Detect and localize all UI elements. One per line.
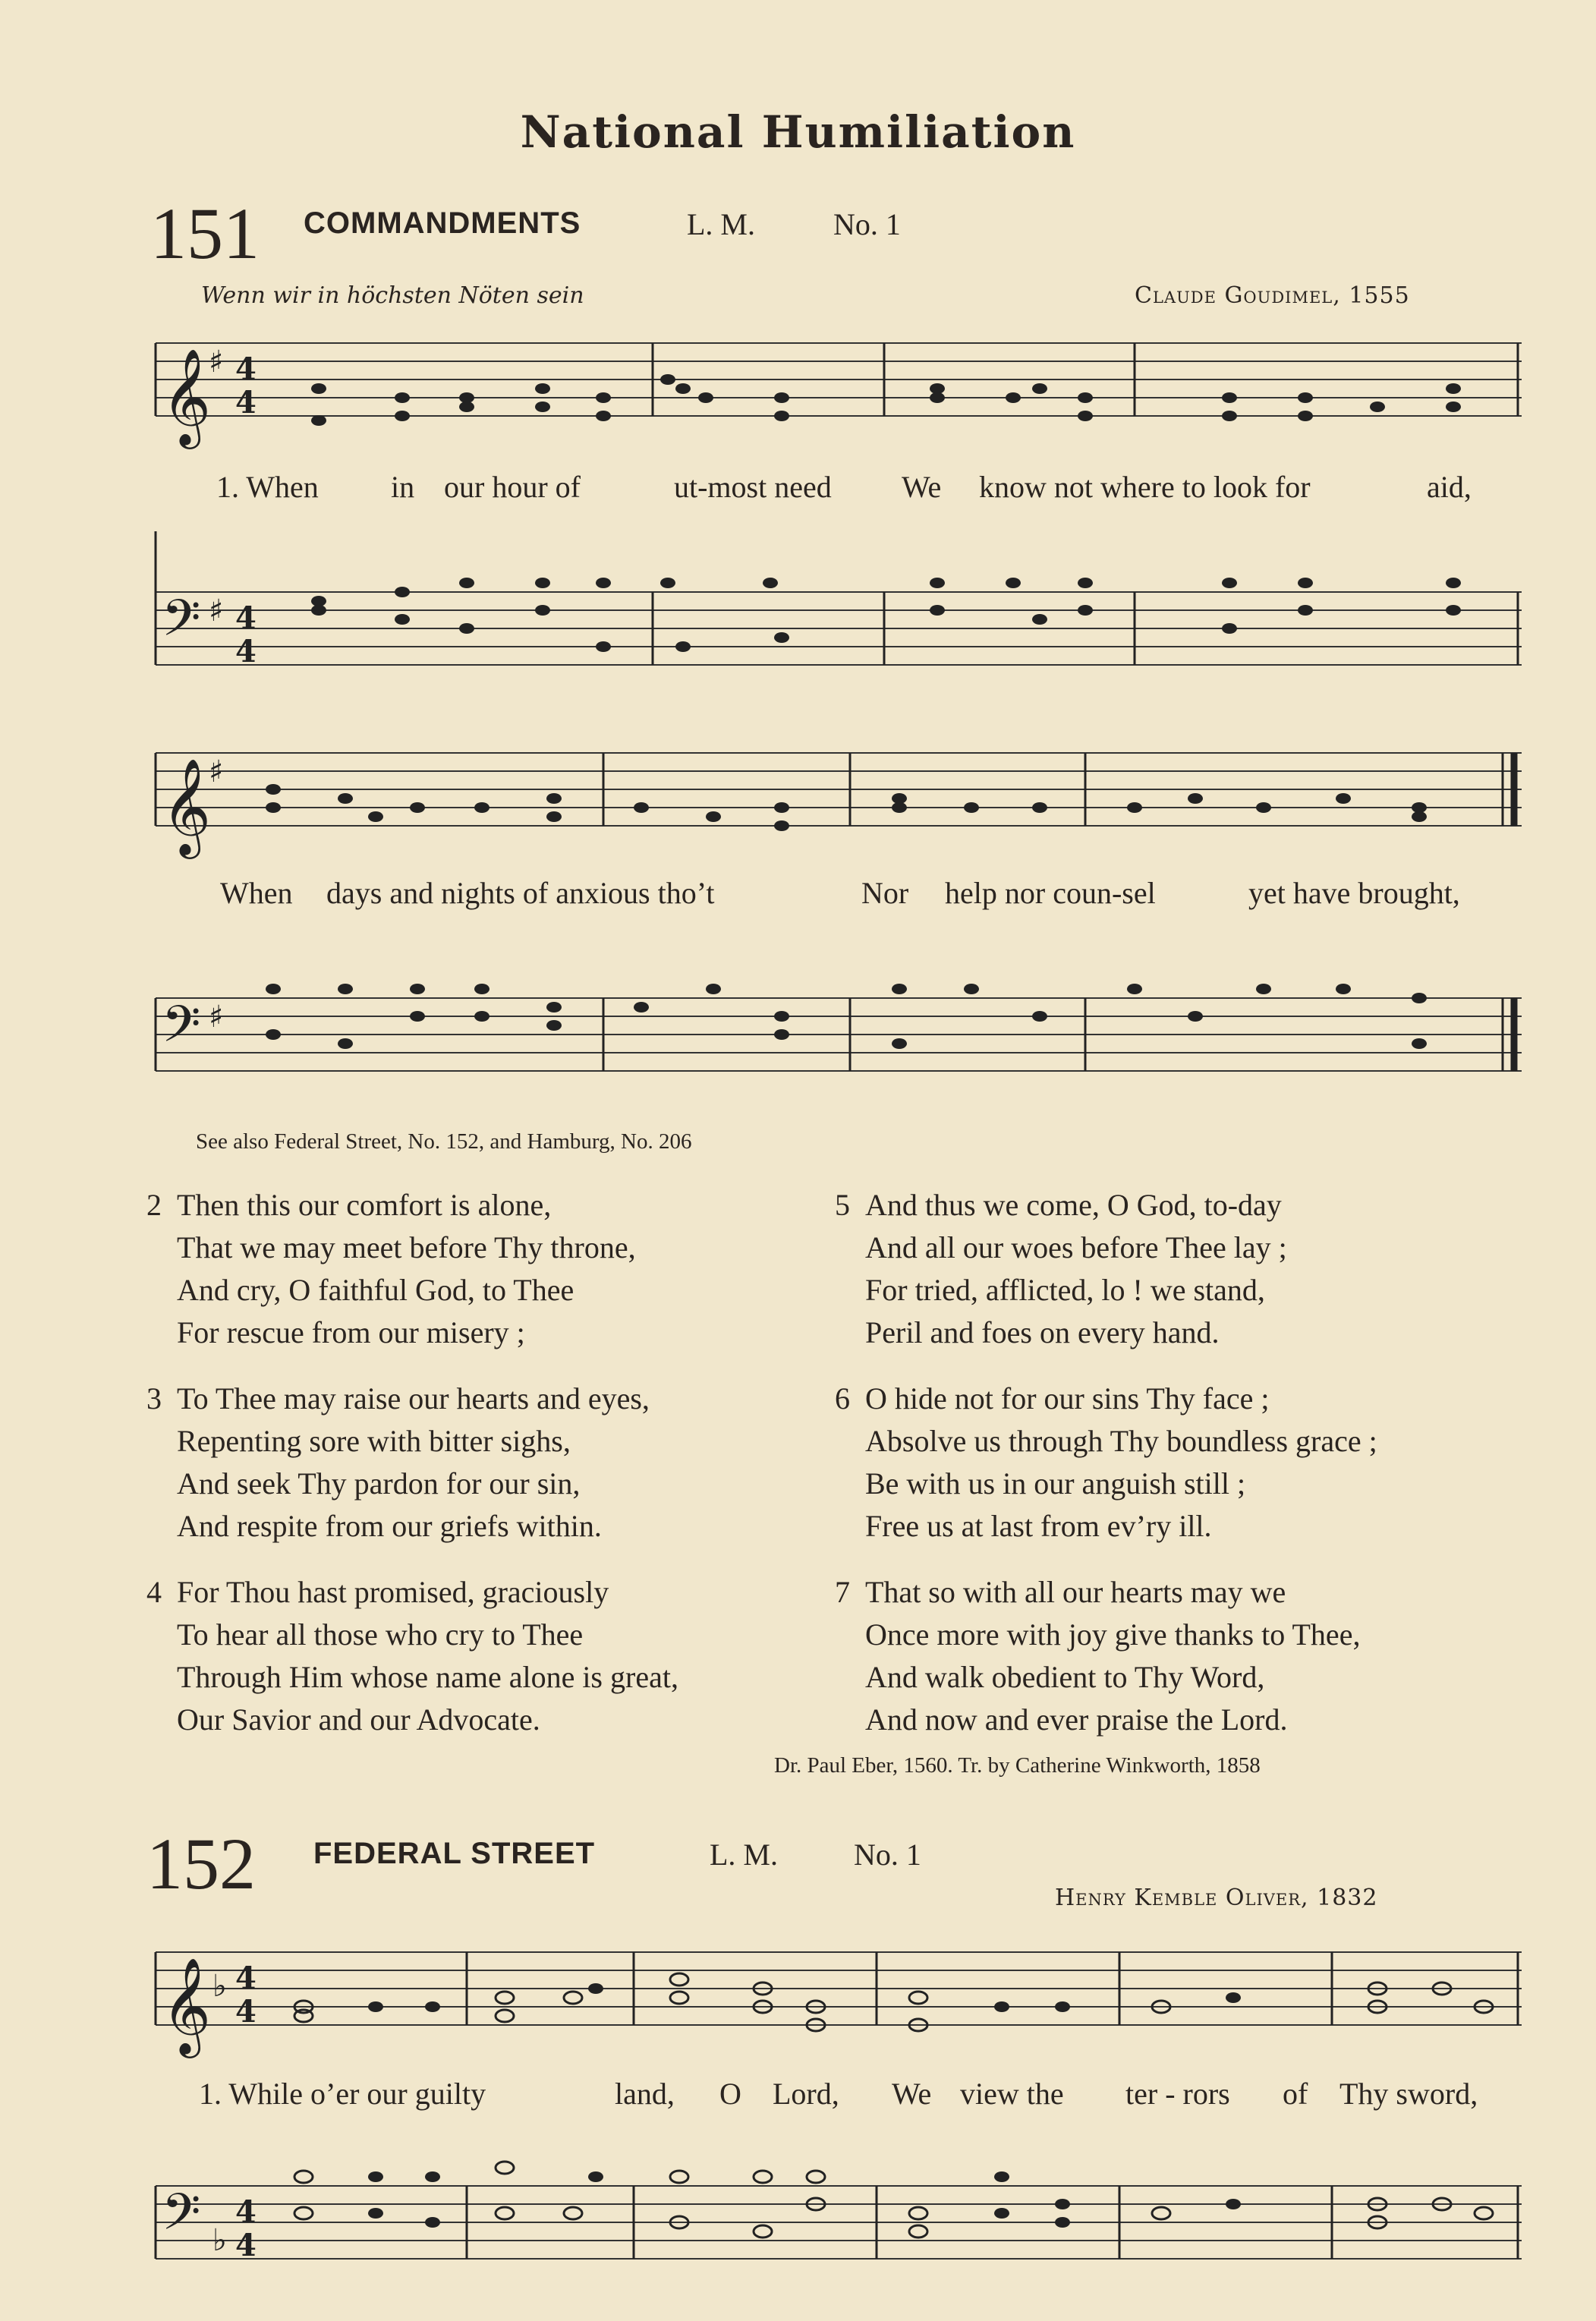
verse-number: 5 xyxy=(835,1188,850,1222)
verse-line: And cry, O faithful God, to Thee xyxy=(177,1273,574,1307)
verse-3 xyxy=(146,1378,650,1548)
svg-text:4: 4 xyxy=(235,351,257,387)
hymn-number: 152 xyxy=(146,1823,256,1904)
treble-staff-3 xyxy=(148,1928,1525,2080)
svg-text:4: 4 xyxy=(235,1994,257,2030)
lyric-word: in xyxy=(391,470,415,504)
composer: Claude Goudimel, 1555 xyxy=(1135,282,1410,309)
lyric-word: 1. When xyxy=(216,470,319,504)
verse-7 xyxy=(835,1571,1361,1741)
verse-line: Peril and foes on every hand. xyxy=(865,1315,1220,1349)
lyric-word: O xyxy=(719,2077,741,2111)
verse-line: Be with us in our anguish still ; xyxy=(865,1466,1246,1501)
verse-line: Then this our comfort is alone, xyxy=(177,1188,552,1222)
verse-4 xyxy=(146,1571,678,1741)
verse-line: Absolve us through Thy boundless grace ; xyxy=(865,1424,1377,1458)
verse-line: Repenting sore with bitter sighs, xyxy=(177,1424,571,1458)
sharp-icon: ♯ xyxy=(209,344,224,379)
lyric-word: view the xyxy=(960,2077,1064,2111)
treble-staff-2 xyxy=(148,729,1525,880)
treble-clef-icon: 𝄞 xyxy=(162,348,212,445)
svg-text:4: 4 xyxy=(235,634,257,669)
bass-clef-icon: 𝄢 xyxy=(162,589,201,660)
lyric-word: help nor coun-sel xyxy=(945,876,1156,910)
tune-name: COMMANDMENTS xyxy=(304,206,581,240)
lyric-word: our hour of xyxy=(444,470,581,504)
verse-line: O hide not for our sins Thy face ; xyxy=(865,1381,1270,1416)
lyric-word: aid, xyxy=(1427,470,1472,504)
lyric-word: Nor xyxy=(861,876,909,910)
verse-5 xyxy=(835,1184,1287,1354)
lyric-word: ter - rors xyxy=(1125,2077,1230,2111)
hymn-number: 151 xyxy=(150,193,260,274)
verse-number: 2 xyxy=(146,1188,162,1222)
svg-text:4: 4 xyxy=(235,600,257,636)
verse-line: And thus we come, O God, to-day xyxy=(865,1188,1282,1222)
notes xyxy=(311,578,1461,652)
bass-staff-3 xyxy=(148,2125,1525,2307)
treble-clef-icon: 𝄞 xyxy=(162,757,212,855)
lyric-word: yet have brought, xyxy=(1248,876,1460,910)
section-title: National Humiliation xyxy=(520,106,1076,158)
verse-line: For Thou hast promised, graciously xyxy=(177,1575,609,1609)
meter-number: No. 1 xyxy=(854,1838,921,1872)
sharp-icon: ♯ xyxy=(209,754,224,789)
meter: L. M. xyxy=(687,207,755,241)
lyric-word: We xyxy=(892,2077,932,2111)
verse-line: Our Savior and our Advocate. xyxy=(177,1702,540,1737)
treble-staff-1 xyxy=(148,319,1525,471)
meter-number: No. 1 xyxy=(833,207,901,241)
tune-subtitle: Wenn wir in höchsten Nöten sein xyxy=(201,282,584,309)
staff-lines xyxy=(156,343,1522,416)
verse-line: For tried, afflicted, lo ! we stand, xyxy=(865,1273,1265,1307)
verse-line: That so with all our hearts may we xyxy=(865,1575,1286,1609)
flat-icon: ♭ xyxy=(212,1968,227,2004)
author-credit: Dr. Paul Eber, 1560. Tr. by Catherine Winkworth, 1858 xyxy=(774,1753,1261,1778)
lyric-word: When xyxy=(220,876,293,910)
verse-number: 4 xyxy=(146,1575,162,1609)
bass-clef-icon: 𝄢 xyxy=(162,995,201,1066)
verse-line: Once more with joy give thanks to Thee, xyxy=(865,1617,1361,1652)
verse-line: Through Him whose name alone is great, xyxy=(177,1660,678,1694)
lyric-word: Lord, xyxy=(773,2077,839,2111)
tune-name: FEDERAL STREET xyxy=(313,1837,596,1870)
svg-text:4: 4 xyxy=(235,2194,257,2230)
svg-text:4: 4 xyxy=(235,1960,257,1996)
sharp-icon: ♯ xyxy=(209,593,224,628)
bass-staff-1 xyxy=(148,531,1525,698)
bass-clef-icon: 𝄢 xyxy=(162,2183,201,2253)
verse-line: And walk obedient to Thy Word, xyxy=(865,1660,1265,1694)
verse-number: 7 xyxy=(835,1575,850,1609)
verse-number: 3 xyxy=(146,1381,162,1416)
verse-line: And all our woes before Thee lay ; xyxy=(865,1230,1287,1264)
verse-line: And seek Thy pardon for our sin, xyxy=(177,1466,581,1501)
lyric-word: 1. While o’er our guilty xyxy=(199,2077,486,2111)
treble-clef-icon: 𝄞 xyxy=(162,1957,212,2054)
meter: L. M. xyxy=(710,1838,778,1872)
lyric-word: know not where to look for xyxy=(979,470,1311,504)
verse-number: 6 xyxy=(835,1381,850,1416)
verse-line: That we may meet before Thy throne, xyxy=(177,1230,636,1264)
notes xyxy=(294,2162,1493,2238)
notes xyxy=(311,374,1461,426)
bass-staff-2 xyxy=(148,937,1525,1104)
verse-line: For rescue from our misery ; xyxy=(177,1315,525,1349)
lyric-word: Thy sword, xyxy=(1339,2077,1478,2111)
composer: Henry Kemble Oliver, 1832 xyxy=(1055,1885,1378,1911)
lyric-word: land, xyxy=(615,2077,675,2111)
lyric-word: days and nights of anxious tho’t xyxy=(326,876,715,910)
verse-line: Free us at last from ev’ry ill. xyxy=(865,1509,1212,1543)
lyric-word: of xyxy=(1283,2077,1308,2111)
lyric-word: ut-most need xyxy=(674,470,832,504)
verse-line: And now and ever praise the Lord. xyxy=(865,1702,1288,1737)
lyric-word: We xyxy=(902,470,942,504)
see-also-note: See also Federal Street, No. 152, and Hamburg, No. 206 xyxy=(196,1129,692,1154)
svg-text:4: 4 xyxy=(235,2228,257,2263)
flat-icon: ♭ xyxy=(212,2222,227,2258)
verse-2 xyxy=(146,1184,636,1354)
verse-line: To hear all those who cry to Thee xyxy=(177,1617,584,1652)
verse-6 xyxy=(835,1378,1377,1548)
svg-text:4: 4 xyxy=(235,385,257,420)
verse-line: To Thee may raise our hearts and eyes, xyxy=(177,1381,650,1416)
verse-line: And respite from our griefs within. xyxy=(177,1509,602,1543)
sharp-icon: ♯ xyxy=(209,999,224,1035)
notes xyxy=(294,1973,1493,2031)
